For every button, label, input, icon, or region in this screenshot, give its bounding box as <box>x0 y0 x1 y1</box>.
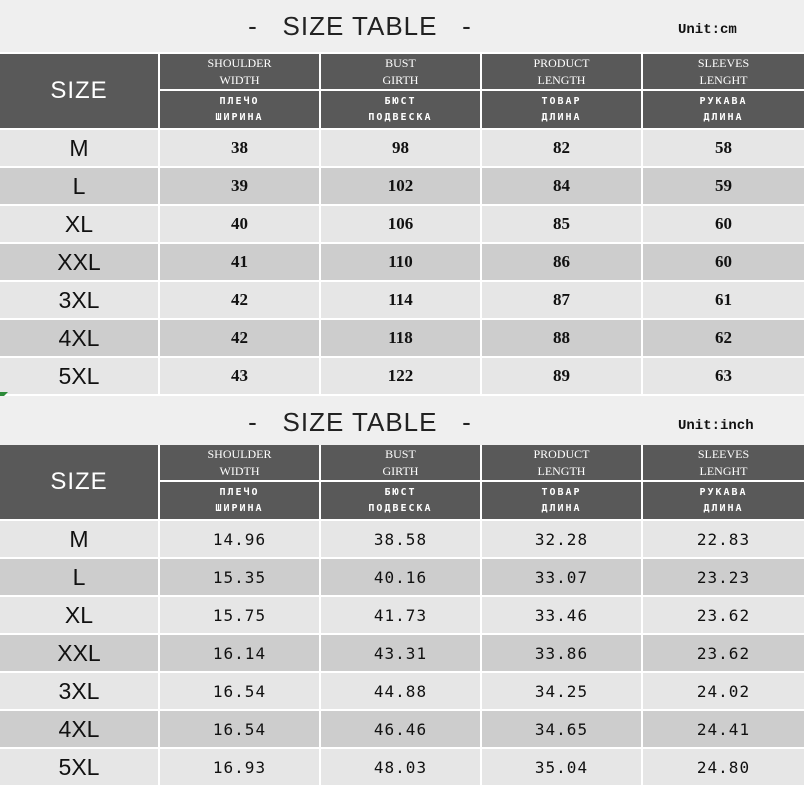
table-cell: 23.62 <box>643 597 804 635</box>
table-cell: 33.07 <box>482 559 643 597</box>
table-cell: 16.93 <box>160 749 321 787</box>
table-cell: 60 <box>643 244 804 282</box>
size-header: SIZE <box>0 445 160 521</box>
size-label: XXL <box>0 635 160 673</box>
table-cell: 43.31 <box>321 635 482 673</box>
size-label: M <box>0 130 160 168</box>
size-label: XL <box>0 597 160 635</box>
column-header-ru: РУКАВА ДЛИНА <box>643 482 804 521</box>
column-header-en: BUST GIRTH <box>321 445 482 482</box>
size-label: 5XL <box>0 749 160 787</box>
table-cell: 43 <box>160 358 321 396</box>
size-label: XL <box>0 206 160 244</box>
table-cell: 22.83 <box>643 521 804 559</box>
column-header-ru: ПЛЕЧО ШИРИНА <box>160 482 321 521</box>
table-cell: 33.46 <box>482 597 643 635</box>
column-header-en: SHOULDER WIDTH <box>160 445 321 482</box>
column-header-en: PRODUCT LENGTH <box>482 54 643 91</box>
table-cell: 24.02 <box>643 673 804 711</box>
table-cell: 48.03 <box>321 749 482 787</box>
column-header-ru: ТОВАР ДЛИНА <box>482 91 643 130</box>
column-header-en: SHOULDER WIDTH <box>160 54 321 91</box>
table-cell: 34.25 <box>482 673 643 711</box>
unit-label: Unit:cm <box>678 22 737 38</box>
table-grid <box>0 445 804 787</box>
size-label: L <box>0 559 160 597</box>
table-cell: 15.35 <box>160 559 321 597</box>
size-table-cm <box>0 0 804 393</box>
table-cell: 110 <box>321 244 482 282</box>
column-header-en: BUST GIRTH <box>321 54 482 91</box>
table-cell: 41.73 <box>321 597 482 635</box>
table-cell: 40.16 <box>321 559 482 597</box>
size-label: 4XL <box>0 711 160 749</box>
table-cell: 14.96 <box>160 521 321 559</box>
table-cell: 60 <box>643 206 804 244</box>
table-cell: 44.88 <box>321 673 482 711</box>
column-header-ru: БЮСТ ПОДВЕСКА <box>321 91 482 130</box>
table-cell: 86 <box>482 244 643 282</box>
table-cell: 118 <box>321 320 482 358</box>
table-cell: 34.65 <box>482 711 643 749</box>
table-grid <box>0 54 804 396</box>
table-cell: 38.58 <box>321 521 482 559</box>
table-cell: 32.28 <box>482 521 643 559</box>
table-cell: 61 <box>643 282 804 320</box>
table-cell: 24.41 <box>643 711 804 749</box>
unit-label: Unit:inch <box>678 418 754 434</box>
table-cell: 102 <box>321 168 482 206</box>
column-header-en: SLEEVES LENGHT <box>643 445 804 482</box>
table-cell: 88 <box>482 320 643 358</box>
table-cell: 16.14 <box>160 635 321 673</box>
column-header-en: PRODUCT LENGTH <box>482 445 643 482</box>
column-header-ru: ПЛЕЧО ШИРИНА <box>160 91 321 130</box>
table-cell: 16.54 <box>160 711 321 749</box>
table-cell: 63 <box>643 358 804 396</box>
table-cell: 39 <box>160 168 321 206</box>
table-cell: 35.04 <box>482 749 643 787</box>
table-cell: 46.46 <box>321 711 482 749</box>
table-cell: 42 <box>160 320 321 358</box>
size-label: L <box>0 168 160 206</box>
table-cell: 62 <box>643 320 804 358</box>
table-cell: 33.86 <box>482 635 643 673</box>
table-cell: 89 <box>482 358 643 396</box>
table-cell: 84 <box>482 168 643 206</box>
size-label: 5XL <box>0 358 160 396</box>
table-cell: 59 <box>643 168 804 206</box>
table-cell: 24.80 <box>643 749 804 787</box>
column-header-en: SLEEVES LENGHT <box>643 54 804 91</box>
size-label: M <box>0 521 160 559</box>
table-cell: 114 <box>321 282 482 320</box>
column-header-ru: РУКАВА ДЛИНА <box>643 91 804 130</box>
table-cell: 40 <box>160 206 321 244</box>
size-header: SIZE <box>0 54 160 130</box>
table-cell: 98 <box>321 130 482 168</box>
size-label: XXL <box>0 244 160 282</box>
table-cell: 15.75 <box>160 597 321 635</box>
column-header-ru: БЮСТ ПОДВЕСКА <box>321 482 482 521</box>
size-label: 3XL <box>0 282 160 320</box>
title-bar <box>0 0 804 52</box>
size-label: 3XL <box>0 673 160 711</box>
table-cell: 23.23 <box>643 559 804 597</box>
column-header-ru: ТОВАР ДЛИНА <box>482 482 643 521</box>
size-label: 4XL <box>0 320 160 358</box>
table-cell: 82 <box>482 130 643 168</box>
table-title: - SIZE TABLE - <box>248 11 472 41</box>
table-cell: 16.54 <box>160 673 321 711</box>
table-cell: 87 <box>482 282 643 320</box>
size-table-inch <box>0 396 804 787</box>
table-cell: 41 <box>160 244 321 282</box>
table-title: - SIZE TABLE - <box>248 407 472 437</box>
table-cell: 58 <box>643 130 804 168</box>
table-cell: 122 <box>321 358 482 396</box>
table-cell: 38 <box>160 130 321 168</box>
table-cell: 106 <box>321 206 482 244</box>
title-bar <box>0 396 804 448</box>
table-cell: 42 <box>160 282 321 320</box>
table-cell: 85 <box>482 206 643 244</box>
table-cell: 23.62 <box>643 635 804 673</box>
